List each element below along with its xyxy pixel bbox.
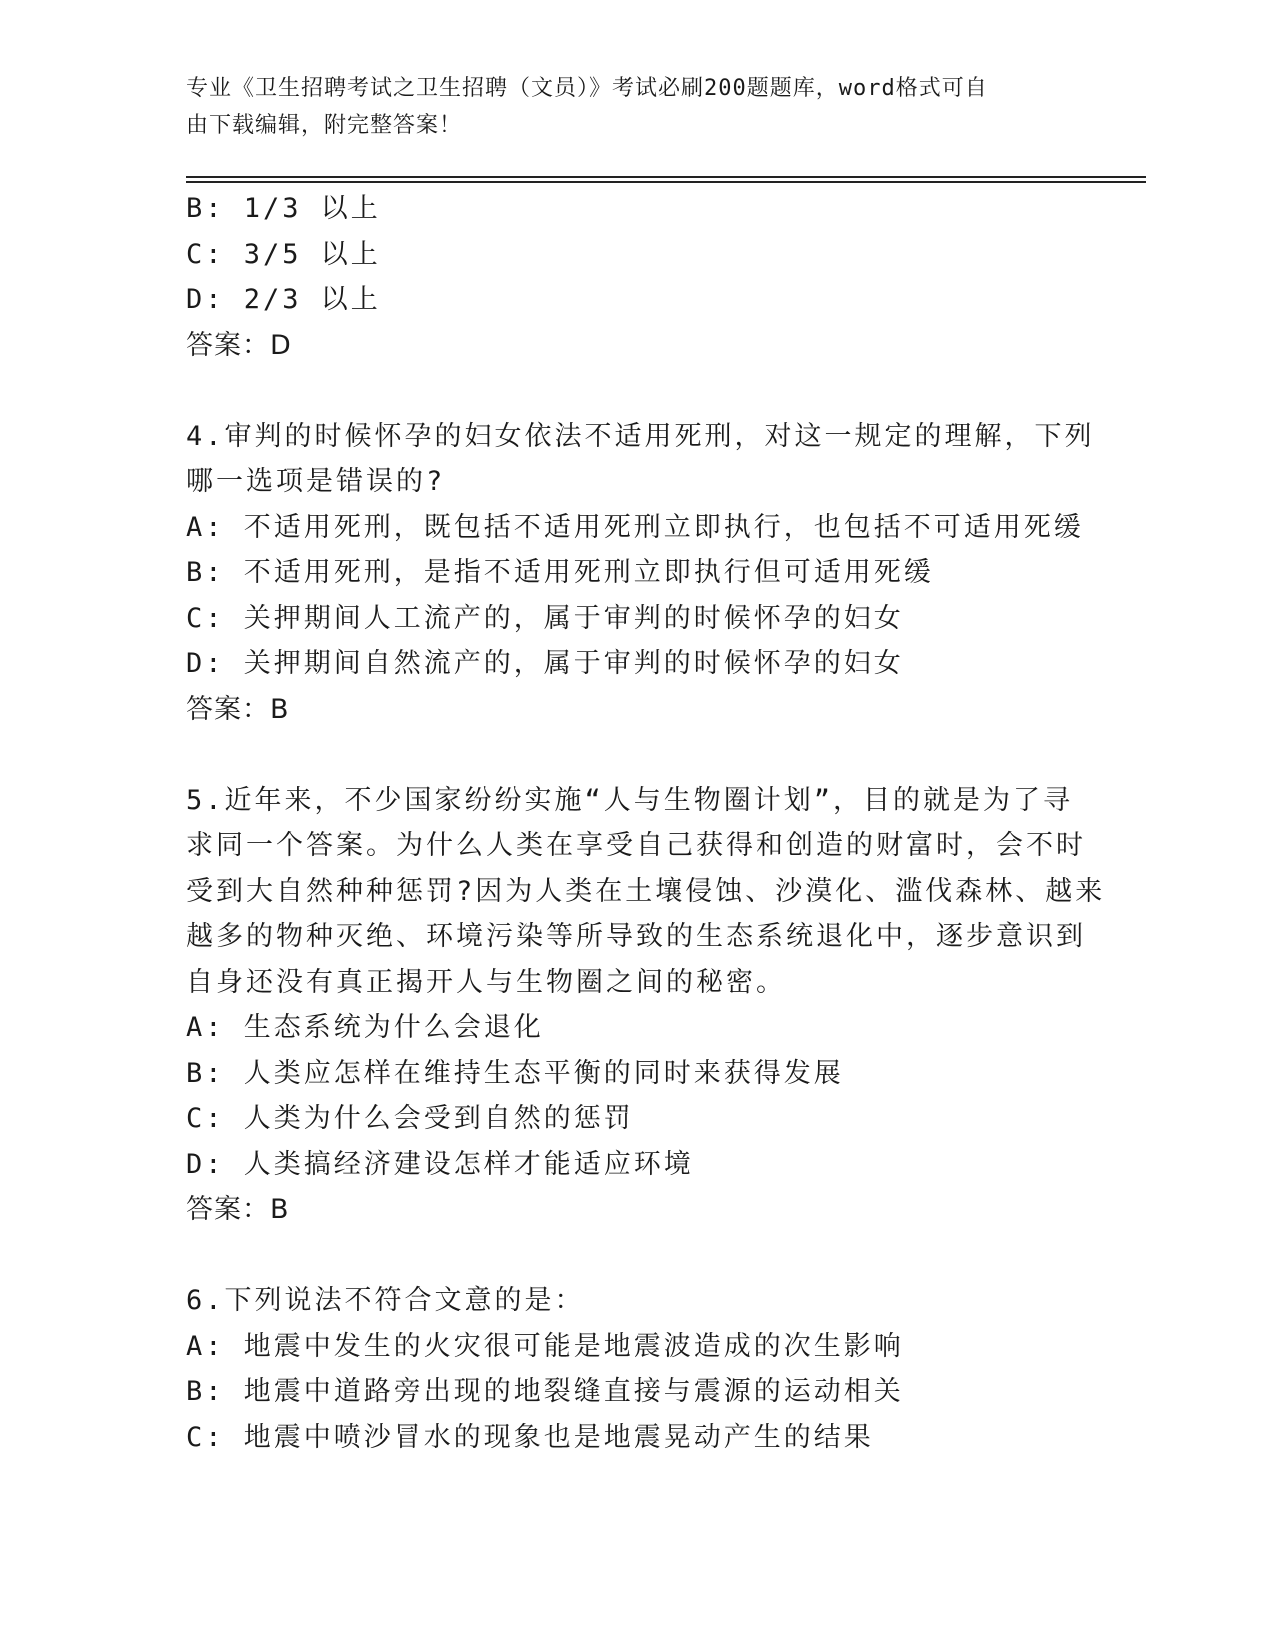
document-header (186, 70, 1086, 144)
question-5 (186, 778, 1106, 1233)
spacer (186, 732, 1086, 778)
question-3 (186, 186, 1086, 368)
option-a: A: 不适用死刑，既包括不适用死刑立即执行，也包括不可适用死缓 (186, 511, 1084, 543)
option-d: D: 关押期间自然流产的，属于审判的时候怀孕的妇女 (186, 648, 904, 679)
header-divider-top (186, 176, 1146, 178)
header-line-1: 专业《卫生招聘考试之卫生招聘（文员）》考试必刷200题题库，word格式可自 (186, 76, 988, 101)
option-b: B: 地震中道路旁出现的地裂缝直接与震源的运动相关 (186, 1376, 904, 1407)
option-c: C: 地震中喷沙冒水的现象也是地震晃动产生的结果 (186, 1421, 874, 1453)
question-text-line: 5.近年来，不少国家纷纷实施“人与生物圈计划”，目的就是为了寻 (186, 784, 1074, 816)
option-d: D: 2/3 以上 (186, 284, 381, 315)
document-body (186, 186, 1106, 1460)
question-text-line: 自身还没有真正揭开人与生物圈之间的秘密。 (186, 966, 786, 998)
option-c: C: 关押期间人工流产的，属于审判的时候怀孕的妇女 (186, 602, 904, 634)
option-b: B: 1/3 以上 (186, 193, 381, 224)
option-b: B: 不适用死刑，是指不适用死刑立即执行但可适用死缓 (186, 557, 934, 588)
answer: 答案：D (186, 329, 292, 361)
spacer (186, 368, 1086, 414)
option-b: B: 人类应怎样在维持生态平衡的同时来获得发展 (186, 1057, 844, 1089)
question-4 (186, 414, 1095, 733)
spacer (186, 1233, 1086, 1279)
option-c: C: 人类为什么会受到自然的惩罚 (186, 1103, 634, 1134)
question-text-line: 哪一选项是错误的? (186, 466, 446, 497)
option-d: D: 人类搞经济建设怎样才能适应环境 (186, 1148, 694, 1180)
question-text-line: 求同一个答案。为什么人类在享受自己获得和创造的财富时，会不时 (186, 830, 1086, 861)
option-a: A: 生态系统为什么会退化 (186, 1012, 544, 1043)
question-text-line: 4.审判的时候怀孕的妇女依法不适用死刑，对这一规定的理解，下列 (186, 420, 1095, 452)
question-text-line: 6.下列说法不符合文意的是： (186, 1285, 585, 1316)
header-divider-bottom (186, 181, 1146, 183)
question-6 (186, 1278, 1086, 1460)
option-a: A: 地震中发生的火灾很可能是地震波造成的次生影响 (186, 1330, 904, 1362)
header-line-2: 由下载编辑，附完整答案！ (186, 113, 463, 138)
option-c: C: 3/5 以上 (186, 238, 381, 270)
answer: 答案：B (186, 1194, 290, 1225)
question-text-line: 受到大自然种种惩罚?因为人类在土壤侵蚀、沙漠化、滥伐森林、越来 (186, 875, 1106, 907)
answer: 答案：B (186, 693, 290, 725)
question-text-line: 越多的物种灭绝、环境污染等所导致的生态系统退化中，逐步意识到 (186, 921, 1086, 952)
